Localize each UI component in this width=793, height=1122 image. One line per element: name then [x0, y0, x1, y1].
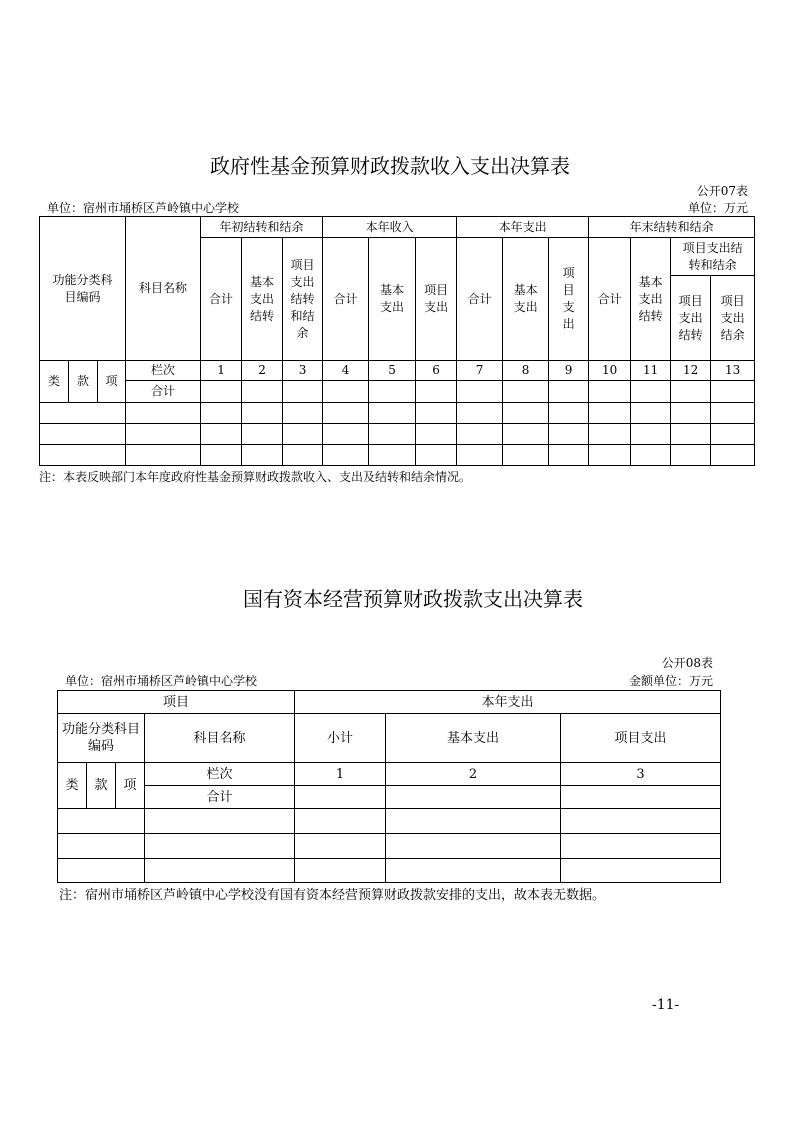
empty-cell: [631, 424, 671, 445]
code-header: 功能分类科目编码: [40, 217, 126, 361]
empty-cell: [631, 381, 671, 403]
col-number: 6: [416, 361, 457, 381]
table2-note: 注：宿州市埇桥区芦岭镇中心学校没有国有资本经营预算财政拨款安排的支出，故本表无数据。: [59, 888, 606, 903]
col-header: 项目支出结转和结余: [283, 238, 323, 361]
empty-cell: [58, 809, 145, 834]
empty-cell: [201, 445, 242, 466]
col-number: 5: [369, 361, 416, 381]
col-number: 3: [283, 361, 323, 381]
col-header: 基本支出: [503, 238, 549, 361]
empty-cell: [416, 381, 457, 403]
col-header: 小计: [295, 714, 386, 763]
col-header: 基本支出结转: [242, 238, 283, 361]
empty-cell: [589, 424, 631, 445]
col-number: 10: [589, 361, 631, 381]
empty-cell: [416, 403, 457, 424]
empty-cell: [201, 381, 242, 403]
empty-cell: [242, 424, 283, 445]
empty-cell: [369, 381, 416, 403]
col-header: 项目支出: [549, 238, 589, 361]
empty-cell: [549, 424, 589, 445]
empty-cell: [201, 424, 242, 445]
col-header: 合计: [201, 238, 242, 361]
empty-cell: [283, 424, 323, 445]
col-number: 1: [295, 763, 386, 786]
empty-cell: [561, 809, 721, 834]
group-header: 本年支出: [295, 691, 721, 714]
empty-cell: [386, 786, 561, 809]
xiang-header: 项: [116, 763, 145, 809]
col-header: 项目支出结余: [711, 276, 755, 361]
empty-cell: [503, 381, 549, 403]
empty-cell: [242, 445, 283, 466]
empty-cell: [631, 403, 671, 424]
row-index-label: 栏次: [145, 763, 295, 786]
total-row: [40, 381, 755, 403]
empty-cell: [503, 445, 549, 466]
empty-cell: [561, 834, 721, 859]
group-header: 本年支出: [457, 217, 589, 238]
table1: [39, 216, 755, 466]
total-label: 合计: [145, 786, 295, 809]
empty-cell: [145, 834, 295, 859]
empty-cell: [416, 445, 457, 466]
col-header: 项目支出结转: [671, 276, 711, 361]
lei-header: 类: [40, 361, 69, 403]
empty-cell: [145, 859, 295, 883]
empty-cell: [386, 834, 561, 859]
empty-cell: [369, 424, 416, 445]
empty-cell: [503, 424, 549, 445]
empty-cell: [242, 403, 283, 424]
table2: [57, 690, 721, 883]
col-number: 2: [242, 361, 283, 381]
empty-cell: [503, 403, 549, 424]
kuan-header: 款: [69, 361, 98, 403]
empty-cell: [589, 403, 631, 424]
empty-cell: [549, 381, 589, 403]
col-number: 7: [457, 361, 503, 381]
empty-cell: [457, 403, 503, 424]
table1-unit-org: 单位：宿州市埇桥区芦岭镇中心学校: [47, 201, 240, 215]
empty-cell: [457, 381, 503, 403]
empty-cell: [126, 424, 201, 445]
empty-cell: [416, 424, 457, 445]
empty-cell: [323, 424, 369, 445]
empty-cell: [711, 445, 755, 466]
col-header: 项目支出: [561, 714, 721, 763]
col-header: 基本支出结转: [631, 238, 671, 361]
empty-cell: [126, 403, 201, 424]
empty-cell: [671, 424, 711, 445]
total-label: 合计: [126, 381, 201, 403]
empty-cell: [711, 424, 755, 445]
table2-unit-money: 金额单位：万元: [628, 674, 713, 688]
empty-cell: [549, 403, 589, 424]
empty-cell: [457, 445, 503, 466]
empty-cell: [589, 381, 631, 403]
group-header: 本年收入: [323, 217, 457, 238]
col-number: 4: [323, 361, 369, 381]
table-row: [58, 834, 721, 859]
col-number: 3: [561, 763, 721, 786]
empty-cell: [711, 403, 755, 424]
table-row: [58, 809, 721, 834]
table2-title: 国有资本经营预算财政拨款支出决算表: [243, 587, 583, 611]
empty-cell: [323, 445, 369, 466]
empty-cell: [386, 859, 561, 883]
empty-cell: [457, 424, 503, 445]
code-header: 功能分类科目编码: [58, 714, 145, 763]
empty-cell: [145, 809, 295, 834]
table-row: [40, 403, 755, 424]
col-number: 9: [549, 361, 589, 381]
empty-cell: [283, 381, 323, 403]
empty-cell: [671, 403, 711, 424]
empty-cell: [369, 445, 416, 466]
item-header: 项目: [58, 691, 295, 714]
empty-cell: [561, 786, 721, 809]
total-row: [58, 786, 721, 809]
empty-cell: [40, 403, 126, 424]
group-header: 年末结转和结余: [589, 217, 755, 238]
empty-cell: [323, 381, 369, 403]
col-header: 基本支出: [369, 238, 416, 361]
empty-cell: [242, 381, 283, 403]
col-number: 11: [631, 361, 671, 381]
empty-cell: [589, 445, 631, 466]
group-header: 年初结转和结余: [201, 217, 323, 238]
empty-cell: [58, 834, 145, 859]
kuan-header: 款: [87, 763, 116, 809]
name-header: 科目名称: [145, 714, 295, 763]
table2-form-number: 公开08表: [661, 656, 713, 670]
page-number: -11-: [652, 997, 680, 1013]
sub-group-header: 项目支出结转和结余: [671, 238, 755, 276]
xiang-header: 项: [98, 361, 126, 403]
empty-cell: [40, 424, 126, 445]
col-header: 合计: [589, 238, 631, 361]
lei-header: 类: [58, 763, 87, 809]
table-row: [58, 859, 721, 883]
col-header: 合计: [457, 238, 503, 361]
table2-unit-org: 单位：宿州市埇桥区芦岭镇中心学校: [65, 674, 258, 688]
table1-form-number: 公开07表: [696, 184, 748, 198]
empty-cell: [561, 859, 721, 883]
empty-cell: [295, 786, 386, 809]
empty-cell: [295, 859, 386, 883]
empty-cell: [386, 809, 561, 834]
table-row: [40, 445, 755, 466]
empty-cell: [295, 809, 386, 834]
col-header: 项目支出: [416, 238, 457, 361]
empty-cell: [711, 381, 755, 403]
table1-unit-money: 单位：万元: [687, 201, 748, 215]
empty-cell: [283, 445, 323, 466]
name-header: 科目名称: [126, 217, 201, 361]
empty-cell: [549, 445, 589, 466]
table-row: [40, 424, 755, 445]
empty-cell: [201, 403, 242, 424]
col-number: 2: [386, 763, 561, 786]
empty-cell: [671, 445, 711, 466]
table1-title: 政府性基金预算财政拨款收入支出决算表: [210, 154, 570, 178]
col-number: 8: [503, 361, 549, 381]
empty-cell: [126, 445, 201, 466]
empty-cell: [631, 445, 671, 466]
col-number: 13: [711, 361, 755, 381]
col-number: 1: [201, 361, 242, 381]
empty-cell: [283, 403, 323, 424]
col-header: 基本支出: [386, 714, 561, 763]
empty-cell: [40, 445, 126, 466]
empty-cell: [58, 859, 145, 883]
empty-cell: [295, 834, 386, 859]
col-header: 合计: [323, 238, 369, 361]
empty-cell: [323, 403, 369, 424]
empty-cell: [369, 403, 416, 424]
table1-note: 注：本表反映部门本年度政府性基金预算财政拨款收入、支出及结转和结余情况。: [39, 470, 472, 484]
col-number: 12: [671, 361, 711, 381]
row-index-label: 栏次: [126, 361, 201, 381]
empty-cell: [671, 381, 711, 403]
